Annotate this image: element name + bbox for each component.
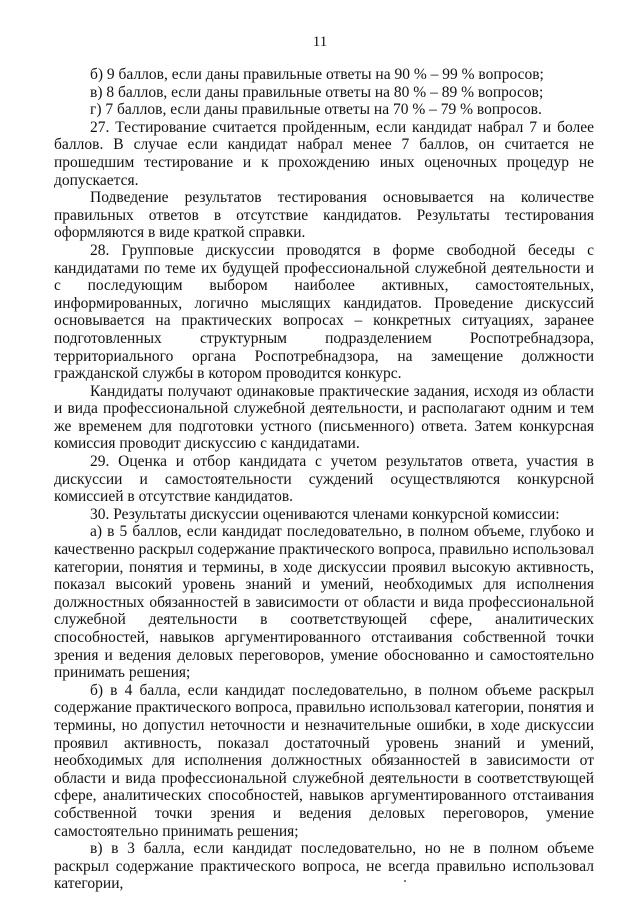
paragraph-score-8: в) 8 баллов, если даны правильные ответы на 80 % – 89 % вопросов; xyxy=(90,83,544,101)
paragraph-score-9: б) 9 баллов, если даны правильные ответы на 90 % – 99 % вопросов; xyxy=(90,66,544,83)
paragraph-score-4-points: б) в 4 балла, если кандидат последовательно, в полном объеме раскрыл содержание практического вопроса, правильно использовал категории, понятия и термины, но допустил неточности и незначительные ошибки, в ходе дискуссии проявил активность, показал достаточный уровень знаний и умений, необходимых для исполнения должностных обязанностей в зависимости от области и вида профессиональной служебной деятельности в соответствующей сфере, аналитических способностей, навыков аргументированного отстаивания собственной точки зрения и ведения деловых переговоров, умение самостоятельно принимать решения; xyxy=(54,681,594,840)
paragraph-score-7: г) 7 баллов, если даны правильные ответы на 70 % – 79 % вопросов. xyxy=(90,101,542,119)
paragraph-29-evaluation: 29. Оценка и отбор кандидата с учетом результатов ответа, участия в дискуссии и самостоятельности суждений осуществляются конкурсной комиссией в отсутствие кандидатов. xyxy=(54,453,594,506)
paragraph-score-5-points: а) в 5 баллов, если кандидат последовательно, в полном объеме, глубоко и качественно раскрыл содержание практического вопроса, правильно использовал категории, понятия и термины, в ходе дискуссии проявил высокую активность, показал высокий уровень знаний и умений, необходимых для исполнения должностных обязанностей в зависимости от области и вида профессиональной служебной деятельности в соответствующей сфере, аналитических способностей, навыков аргументированного отстаивания собственной точки зрения и ведения деловых переговоров, умение обоснованно и самостоятельно принимать решения; xyxy=(54,523,594,682)
paragraph-27-testing-passed: 27. Тестирование считается пройденным, если кандидат набрал 7 и более баллов. В случае если кандидат набрал менее 7 баллов, он считается не прошедшим тестирование и к прохождению иных оценочных процедур не допускается. xyxy=(54,118,594,189)
paragraph-28-group-discussions: 28. Групповые дискуссии проводятся в форме свободной беседы с кандидатами по теме их будущей профессиональной служебной деятельности и с последующим выбором наиболее активных, самостоятельных, информированных, логично мыслящих кандидатов. Проведение дискуссий основывается на практических вопросах – конкретных ситуациях, заранее подготовленных структурным подразделением Роспотребнадзора, территориального органа Роспотребнадзора, на замещение должности гражданской службы в котором проводится конкурс. xyxy=(54,241,594,383)
document-body xyxy=(54,66,594,893)
scan-speck xyxy=(404,880,406,882)
paragraph-score-3-points: в) в 3 балла, если кандидат последовательно, но не в полном объеме раскрыл содержание практического вопроса, не всегда правильно использовал категории, xyxy=(54,840,594,893)
paragraph-30-discussion-results: 30. Результаты дискуссии оцениваются членами конкурсной комиссии: xyxy=(90,505,560,523)
paragraph-testing-results: Подведение результатов тестирования основывается на количестве правильных ответов в отсутствие кандидатов. Результаты тестирования оформляются в виде краткой справки. xyxy=(54,189,594,242)
paragraph-candidates-tasks: Кандидаты получают одинаковые практические задания, исходя из области и вида профессиональной служебной деятельности, и располагают одним и тем же временем для подготовки устного (письменного) ответа. Затем конкурсная комиссия проводит дискуссию с кандидатами. xyxy=(54,382,594,453)
page-number: 11 xyxy=(312,34,328,50)
